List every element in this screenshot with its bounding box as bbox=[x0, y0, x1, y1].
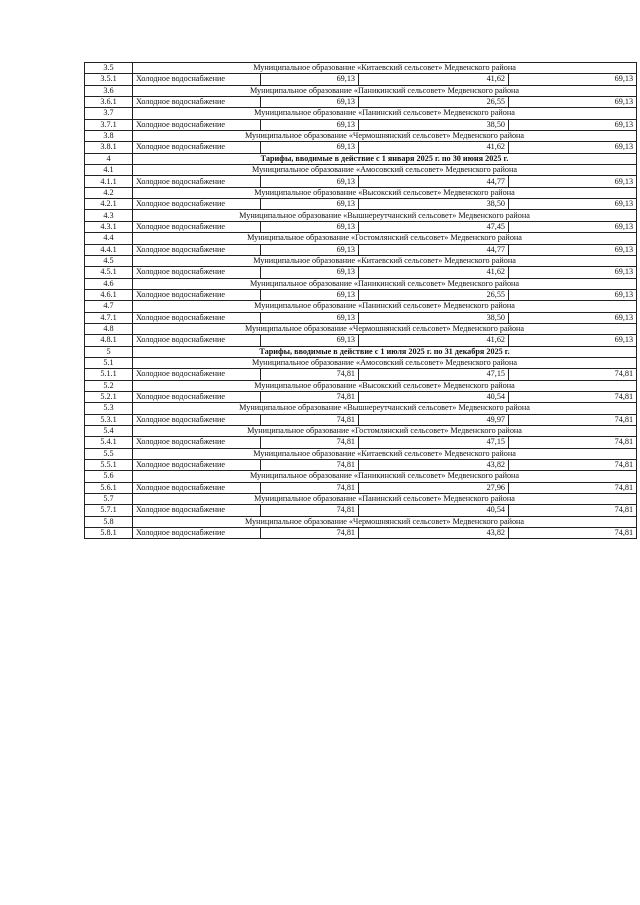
service-cell: Холодное водоснабжение bbox=[133, 369, 261, 380]
tariff-value-3-cell: 69,13 bbox=[509, 312, 637, 323]
municipality-row bbox=[85, 471, 637, 482]
tariff-value-2-cell: 26,55 bbox=[359, 97, 509, 108]
tariff-value-1-cell: 69,13 bbox=[261, 142, 359, 153]
service-cell: Холодное водоснабжение bbox=[133, 482, 261, 493]
tariff-value-1-cell: 69,13 bbox=[261, 267, 359, 278]
service-cell: Холодное водоснабжение bbox=[133, 74, 261, 85]
tariff-value-3-cell: 69,13 bbox=[509, 74, 637, 85]
tariff-row bbox=[85, 482, 637, 493]
row-number-cell: 5.4.1 bbox=[85, 437, 133, 448]
tariff-value-1-cell: 74,81 bbox=[261, 369, 359, 380]
tariff-row bbox=[85, 199, 637, 210]
municipality-row bbox=[85, 108, 637, 119]
tariff-value-1-cell: 74,81 bbox=[261, 437, 359, 448]
tariff-value-2-cell: 43,82 bbox=[359, 528, 509, 539]
tariff-value-3-cell: 69,13 bbox=[509, 97, 637, 108]
tariff-value-1-cell: 74,81 bbox=[261, 528, 359, 539]
municipality-title-cell: Муниципальное образование «Амосовский сельсовет» Медвенского района bbox=[133, 357, 637, 368]
tariff-value-3-cell: 69,13 bbox=[509, 199, 637, 210]
section-title-cell: Тарифы, вводимые в действие с 1 января 2025 г. по 30 июня 2025 г. bbox=[133, 153, 637, 164]
tariff-value-3-cell: 69,13 bbox=[509, 176, 637, 187]
tariff-row bbox=[85, 528, 637, 539]
row-number-cell: 4.1 bbox=[85, 165, 133, 176]
tariff-row bbox=[85, 244, 637, 255]
tariff-value-2-cell: 49,97 bbox=[359, 414, 509, 425]
municipality-title-cell: Муниципальное образование «Паникинский сельсовет» Медвенского района bbox=[133, 85, 637, 96]
tariff-value-1-cell: 69,13 bbox=[261, 199, 359, 210]
tariff-value-3-cell: 69,13 bbox=[509, 267, 637, 278]
tariff-value-2-cell: 47,15 bbox=[359, 437, 509, 448]
tariff-value-2-cell: 41,62 bbox=[359, 335, 509, 346]
service-cell: Холодное водоснабжение bbox=[133, 289, 261, 300]
municipality-row bbox=[85, 516, 637, 527]
tariff-value-3-cell: 69,13 bbox=[509, 119, 637, 130]
row-number-cell: 4.5 bbox=[85, 255, 133, 266]
municipality-row bbox=[85, 187, 637, 198]
row-number-cell: 4.3 bbox=[85, 210, 133, 221]
municipality-title-cell: Муниципальное образование «Панинский сельсовет» Медвенского района bbox=[133, 301, 637, 312]
municipality-row bbox=[85, 63, 637, 74]
tariff-row bbox=[85, 505, 637, 516]
municipality-title-cell: Муниципальное образование «Китаевский сельсовет» Медвенского района bbox=[133, 255, 637, 266]
row-number-cell: 3.6 bbox=[85, 85, 133, 96]
row-number-cell: 5.3 bbox=[85, 403, 133, 414]
tariff-value-1-cell: 74,81 bbox=[261, 391, 359, 402]
tariff-value-3-cell: 74,81 bbox=[509, 505, 637, 516]
municipality-title-cell: Муниципальное образование «Гостомлянский сельсовет» Медвенского района bbox=[133, 426, 637, 437]
municipality-title-cell: Муниципальное образование «Вышнереутчанский сельсовет» Медвенского района bbox=[133, 403, 637, 414]
row-number-cell: 3.5.1 bbox=[85, 74, 133, 85]
tariff-table-body bbox=[85, 63, 637, 539]
municipality-row bbox=[85, 323, 637, 334]
tariff-value-2-cell: 44,77 bbox=[359, 176, 509, 187]
service-cell: Холодное водоснабжение bbox=[133, 97, 261, 108]
tariff-value-1-cell: 69,13 bbox=[261, 74, 359, 85]
tariff-value-2-cell: 38,50 bbox=[359, 199, 509, 210]
service-cell: Холодное водоснабжение bbox=[133, 528, 261, 539]
municipality-row bbox=[85, 233, 637, 244]
row-number-cell: 5.6.1 bbox=[85, 482, 133, 493]
tariff-value-3-cell: 69,13 bbox=[509, 244, 637, 255]
service-cell: Холодное водоснабжение bbox=[133, 244, 261, 255]
row-number-cell: 5.1.1 bbox=[85, 369, 133, 380]
service-cell: Холодное водоснабжение bbox=[133, 335, 261, 346]
tariff-value-1-cell: 69,13 bbox=[261, 97, 359, 108]
tariff-value-2-cell: 27,96 bbox=[359, 482, 509, 493]
section-title-cell: Тарифы, вводимые в действие с 1 июля 2025 г. по 31 декабря 2025 г. bbox=[133, 346, 637, 357]
row-number-cell: 5 bbox=[85, 346, 133, 357]
tariff-value-1-cell: 74,81 bbox=[261, 482, 359, 493]
service-cell: Холодное водоснабжение bbox=[133, 142, 261, 153]
tariff-value-1-cell: 74,81 bbox=[261, 460, 359, 471]
municipality-row bbox=[85, 494, 637, 505]
row-number-cell: 5.5 bbox=[85, 448, 133, 459]
municipality-row bbox=[85, 301, 637, 312]
tariff-row bbox=[85, 142, 637, 153]
tariff-value-2-cell: 40,54 bbox=[359, 505, 509, 516]
tariff-row bbox=[85, 119, 637, 130]
row-number-cell: 5.7.1 bbox=[85, 505, 133, 516]
row-number-cell: 5.8 bbox=[85, 516, 133, 527]
tariff-value-1-cell: 74,81 bbox=[261, 414, 359, 425]
municipality-row bbox=[85, 255, 637, 266]
row-number-cell: 3.8.1 bbox=[85, 142, 133, 153]
service-cell: Холодное водоснабжение bbox=[133, 414, 261, 425]
tariff-value-3-cell: 74,81 bbox=[509, 460, 637, 471]
tariff-value-2-cell: 40,54 bbox=[359, 391, 509, 402]
tariff-row bbox=[85, 289, 637, 300]
municipality-row bbox=[85, 210, 637, 221]
municipality-title-cell: Муниципальное образование «Высокский сельсовет» Медвенского района bbox=[133, 380, 637, 391]
row-number-cell: 4.8.1 bbox=[85, 335, 133, 346]
municipality-row bbox=[85, 278, 637, 289]
tariff-value-1-cell: 69,13 bbox=[261, 176, 359, 187]
tariff-row bbox=[85, 176, 637, 187]
row-number-cell: 4.2.1 bbox=[85, 199, 133, 210]
tariff-value-2-cell: 41,62 bbox=[359, 74, 509, 85]
row-number-cell: 5.8.1 bbox=[85, 528, 133, 539]
row-number-cell: 5.2.1 bbox=[85, 391, 133, 402]
tariff-value-2-cell: 38,50 bbox=[359, 312, 509, 323]
municipality-row bbox=[85, 85, 637, 96]
tariff-value-2-cell: 41,62 bbox=[359, 267, 509, 278]
municipality-title-cell: Муниципальное образование «Китаевский сельсовет» Медвенского района bbox=[133, 448, 637, 459]
tariff-row bbox=[85, 97, 637, 108]
row-number-cell: 5.6 bbox=[85, 471, 133, 482]
row-number-cell: 4.8 bbox=[85, 323, 133, 334]
tariff-value-3-cell: 69,13 bbox=[509, 335, 637, 346]
tariff-row bbox=[85, 267, 637, 278]
tariff-row bbox=[85, 335, 637, 346]
municipality-title-cell: Муниципальное образование «Гостомлянский сельсовет» Медвенского района bbox=[133, 233, 637, 244]
row-number-cell: 4.2 bbox=[85, 187, 133, 198]
municipality-row bbox=[85, 448, 637, 459]
tariff-row bbox=[85, 460, 637, 471]
tariff-table bbox=[84, 62, 637, 539]
tariff-value-3-cell: 74,81 bbox=[509, 369, 637, 380]
municipality-title-cell: Муниципальное образование «Паникинский сельсовет» Медвенского района bbox=[133, 471, 637, 482]
tariff-value-3-cell: 74,81 bbox=[509, 391, 637, 402]
tariff-value-3-cell: 74,81 bbox=[509, 528, 637, 539]
row-number-cell: 4 bbox=[85, 153, 133, 164]
municipality-title-cell: Муниципальное образование «Высокский сельсовет» Медвенского района bbox=[133, 187, 637, 198]
row-number-cell: 4.6 bbox=[85, 278, 133, 289]
tariff-value-2-cell: 44,77 bbox=[359, 244, 509, 255]
section-header-row bbox=[85, 153, 637, 164]
row-number-cell: 4.4 bbox=[85, 233, 133, 244]
municipality-row bbox=[85, 165, 637, 176]
municipality-row bbox=[85, 357, 637, 368]
row-number-cell: 4.4.1 bbox=[85, 244, 133, 255]
tariff-row bbox=[85, 391, 637, 402]
tariff-value-1-cell: 69,13 bbox=[261, 244, 359, 255]
row-number-cell: 4.7 bbox=[85, 301, 133, 312]
row-number-cell: 5.5.1 bbox=[85, 460, 133, 471]
row-number-cell: 4.6.1 bbox=[85, 289, 133, 300]
municipality-title-cell: Муниципальное образование «Вышнереутчанский сельсовет» Медвенского района bbox=[133, 210, 637, 221]
tariff-value-2-cell: 26,55 bbox=[359, 289, 509, 300]
tariff-value-2-cell: 38,50 bbox=[359, 119, 509, 130]
tariff-row bbox=[85, 312, 637, 323]
section-header-row bbox=[85, 346, 637, 357]
tariff-value-1-cell: 69,13 bbox=[261, 312, 359, 323]
tariff-row bbox=[85, 414, 637, 425]
row-number-cell: 5.4 bbox=[85, 426, 133, 437]
tariff-value-1-cell: 74,81 bbox=[261, 505, 359, 516]
row-number-cell: 3.8 bbox=[85, 131, 133, 142]
tariff-row bbox=[85, 221, 637, 232]
tariff-value-3-cell: 74,81 bbox=[509, 482, 637, 493]
service-cell: Холодное водоснабжение bbox=[133, 437, 261, 448]
municipality-row bbox=[85, 131, 637, 142]
row-number-cell: 4.1.1 bbox=[85, 176, 133, 187]
service-cell: Холодное водоснабжение bbox=[133, 505, 261, 516]
municipality-title-cell: Муниципальное образование «Чермошнянский сельсовет» Медвенского района bbox=[133, 516, 637, 527]
municipality-title-cell: Муниципальное образование «Панинский сельсовет» Медвенского района bbox=[133, 108, 637, 119]
service-cell: Холодное водоснабжение bbox=[133, 267, 261, 278]
municipality-title-cell: Муниципальное образование «Чермошнянский сельсовет» Медвенского района bbox=[133, 131, 637, 142]
service-cell: Холодное водоснабжение bbox=[133, 221, 261, 232]
service-cell: Холодное водоснабжение bbox=[133, 312, 261, 323]
tariff-value-1-cell: 69,13 bbox=[261, 335, 359, 346]
service-cell: Холодное водоснабжение bbox=[133, 460, 261, 471]
row-number-cell: 3.6.1 bbox=[85, 97, 133, 108]
municipality-row bbox=[85, 380, 637, 391]
row-number-cell: 5.7 bbox=[85, 494, 133, 505]
municipality-title-cell: Муниципальное образование «Чермошнянский сельсовет» Медвенского района bbox=[133, 323, 637, 334]
municipality-row bbox=[85, 426, 637, 437]
tariff-value-3-cell: 69,13 bbox=[509, 289, 637, 300]
service-cell: Холодное водоснабжение bbox=[133, 391, 261, 402]
service-cell: Холодное водоснабжение bbox=[133, 199, 261, 210]
service-cell: Холодное водоснабжение bbox=[133, 119, 261, 130]
tariff-value-2-cell: 41,62 bbox=[359, 142, 509, 153]
municipality-title-cell: Муниципальное образование «Панинский сельсовет» Медвенского района bbox=[133, 494, 637, 505]
tariff-value-2-cell: 47,45 bbox=[359, 221, 509, 232]
tariff-value-2-cell: 47,15 bbox=[359, 369, 509, 380]
municipality-title-cell: Муниципальное образование «Китаевский сельсовет» Медвенского района bbox=[133, 63, 637, 74]
row-number-cell: 5.1 bbox=[85, 357, 133, 368]
row-number-cell: 3.7 bbox=[85, 108, 133, 119]
municipality-title-cell: Муниципальное образование «Паникинский сельсовет» Медвенского района bbox=[133, 278, 637, 289]
tariff-value-1-cell: 69,13 bbox=[261, 289, 359, 300]
tariff-row bbox=[85, 74, 637, 85]
row-number-cell: 5.2 bbox=[85, 380, 133, 391]
row-number-cell: 3.5 bbox=[85, 63, 133, 74]
tariff-value-3-cell: 74,81 bbox=[509, 437, 637, 448]
tariff-value-3-cell: 69,13 bbox=[509, 142, 637, 153]
service-cell: Холодное водоснабжение bbox=[133, 176, 261, 187]
municipality-title-cell: Муниципальное образование «Амосовский сельсовет» Медвенского района bbox=[133, 165, 637, 176]
tariff-row bbox=[85, 437, 637, 448]
row-number-cell: 3.7.1 bbox=[85, 119, 133, 130]
tariff-value-1-cell: 69,13 bbox=[261, 221, 359, 232]
municipality-row bbox=[85, 403, 637, 414]
tariff-value-2-cell: 43,82 bbox=[359, 460, 509, 471]
row-number-cell: 4.5.1 bbox=[85, 267, 133, 278]
tariff-value-3-cell: 74,81 bbox=[509, 414, 637, 425]
row-number-cell: 4.3.1 bbox=[85, 221, 133, 232]
tariff-value-1-cell: 69,13 bbox=[261, 119, 359, 130]
row-number-cell: 5.3.1 bbox=[85, 414, 133, 425]
tariff-row bbox=[85, 369, 637, 380]
row-number-cell: 4.7.1 bbox=[85, 312, 133, 323]
tariff-value-3-cell: 69,13 bbox=[509, 221, 637, 232]
